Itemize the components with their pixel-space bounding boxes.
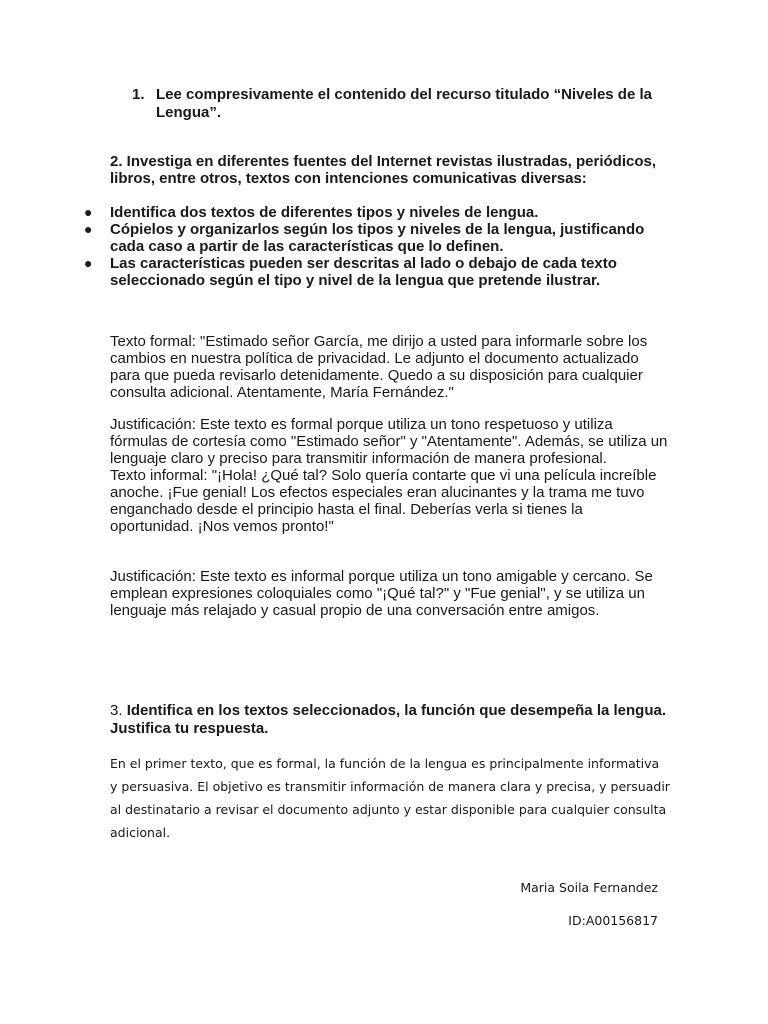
question-3-number: 3. <box>110 702 127 719</box>
bullet-text: Cópielos y organizarlos según los tipos y niveles de la lengua, justificando cada caso a partir de las características que lo definen. <box>110 221 645 255</box>
signature-id: ID:A00156817 <box>568 913 658 928</box>
question-1-text: Lee compresivamente el contenido del recurso titulado “Niveles de la Lengua”. <box>156 86 652 121</box>
question-3-text: Identifica en los textos seleccionados, la función que desempeña la lengua. Justifica tu respuesta. <box>110 702 666 737</box>
answer-paragraph: En el primer texto, que es formal, la función de la lengua es principalmente informativa y persuasiva. El objetivo es transmitir información de manera clara y precisa, y persuadir al destinatario a revisar el documento adjunto y estar disponible para cualquier consulta adicional. <box>110 756 670 840</box>
bullet-text: Identifica dos textos de diferentes tipos y niveles de lengua. <box>110 204 539 221</box>
bullet-icon: ● <box>84 255 93 271</box>
formal-text-paragraph: Texto formal: "Estimado señor García, me dirijo a usted para informarle sobre los cambios en nuestra política de privacidad. Le adjunto el documento actualizado para que pueda revisarlo detenidamente. Quedo a su disposición para cualquier consulta adicional. Atentamente, María Fernández." <box>110 333 648 401</box>
formal-justification-paragraph: Justificación: Este texto es formal porque utiliza un tono respetuoso y utiliza fórmulas de cortesía como "Estimado señor" y "Atentamente". Además, se utiliza un lenguaje claro y preciso para transmitir información de manera profesional. <box>110 416 668 467</box>
signature-name: Maria Soila Fernandez <box>520 880 658 895</box>
bullet-icon: ● <box>84 221 93 237</box>
informal-text-paragraph: Texto informal: "¡Hola! ¿Qué tal? Solo quería contarte que vi una película increíble anoche. ¡Fue genial! Los efectos especiales eran alucinantes y la trama me tuvo enganchado desde el principio hasta el final. Deberías verla si tienes la oportunidad. ¡Nos vemos pronto!" <box>110 467 657 535</box>
formal-justification-block <box>110 416 670 535</box>
list-item <box>84 221 674 255</box>
list-item <box>84 204 674 221</box>
list-item <box>84 255 674 289</box>
informal-justification-paragraph: Justificación: Este texto es informal porque utiliza un tono amigable y cercano. Se emplean expresiones coloquiales como "¡Qué tal?" y "Fue genial", y se utiliza un lenguaje más relajado y casual propio de una conversación entre amigos. <box>110 568 653 619</box>
bullet-text: Las características pueden ser descritas al lado o debajo de cada texto seleccionado según el tipo y nivel de la lengua que pretende ilustrar. <box>110 255 617 289</box>
question-1-number: 1. <box>132 86 145 103</box>
bullet-icon: ● <box>84 204 93 220</box>
question-3 <box>110 702 670 738</box>
question-2-bullet-list <box>84 204 674 289</box>
question-2-text: 2. Investiga en diferentes fuentes del Internet revistas ilustradas, periódicos, libros, entre otros, textos con intenciones comunicativas diversas: <box>110 153 657 187</box>
